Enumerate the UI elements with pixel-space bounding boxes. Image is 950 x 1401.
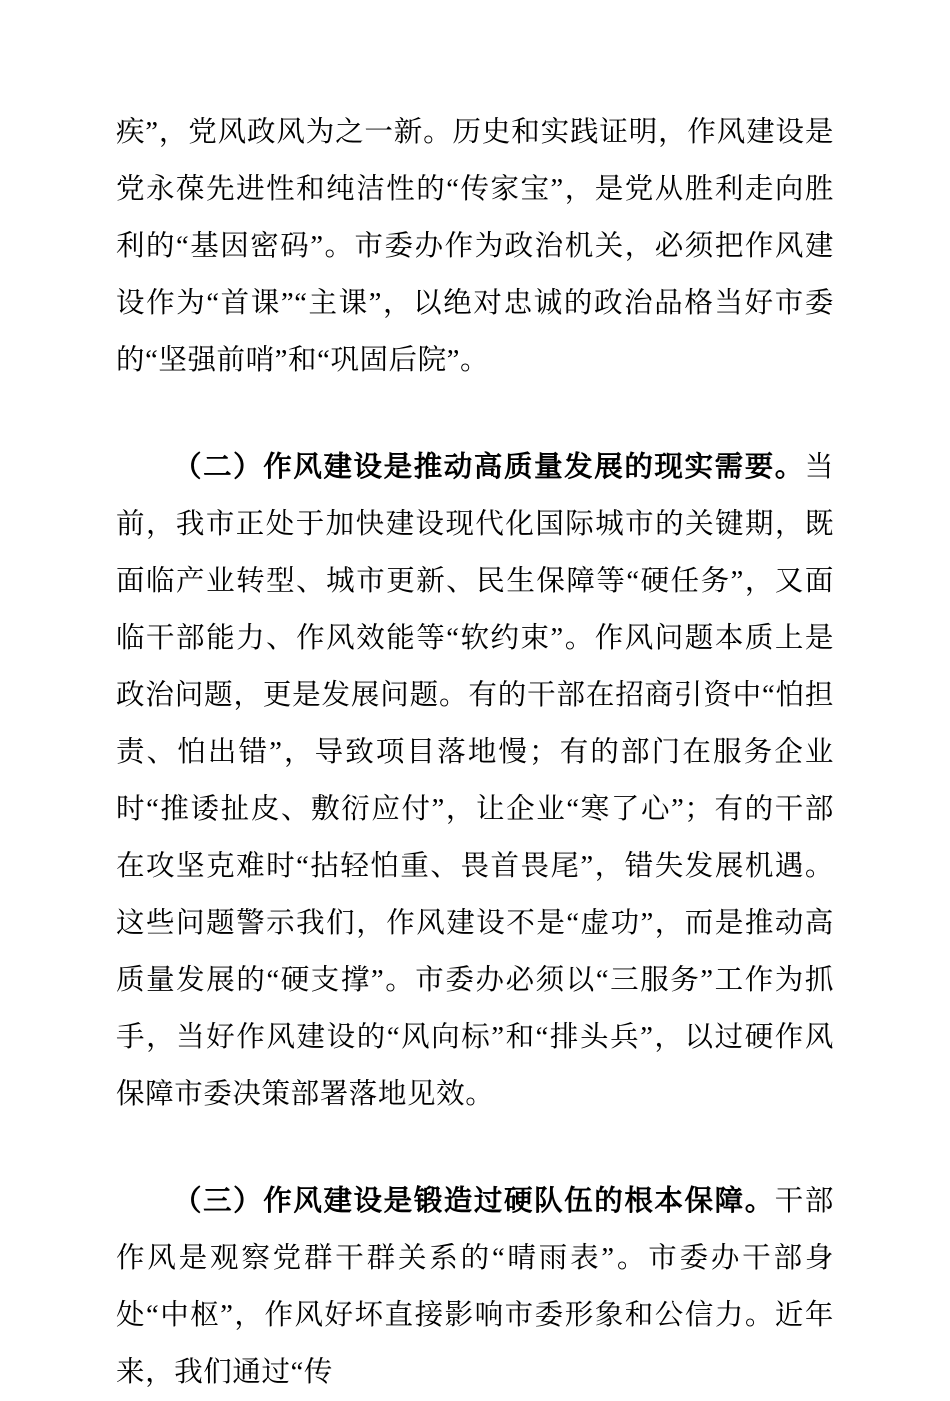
paragraph-section-two bbox=[116, 439, 834, 1123]
paragraph-spacer-2 bbox=[116, 1123, 834, 1173]
paragraph-lead-two: （二）作风建设是推动高质量发展的现实需要。 bbox=[173, 452, 805, 483]
paragraph-lead-three: （三）作风建设是锻造过硬队伍的根本保障。 bbox=[173, 1186, 775, 1217]
document-body bbox=[116, 104, 834, 1401]
paragraph-section-three bbox=[116, 1173, 834, 1401]
paragraph-continued bbox=[116, 104, 834, 389]
paragraph-spacer-1 bbox=[116, 389, 834, 439]
paragraph-text-two: 当前，我市正处于加快建设现代化国际城市的关键期，既面临产业转型、城市更新、民生保障等“硬任务”，又面临干部能力、作风效能等“软约束”。作风问题本质上是政治问题，更是发展问题。有的干部在招商引资中“怕担责、怕出错”，导致项目落地慢；有的部门在服务企业时“推诿扯皮、敷衍应付”，让企业“寒了心”；有的干部在攻坚克难时“拈轻怕重、畏首畏尾”，错失发展机遇。这些问题警示我们，作风建设不是“虚功”，而是推动高质量发展的“硬支撑”。市委办必须以“三服务”工作为抓手，当好作风建设的“风向标”和“排头兵”，以过硬作风保障市委决策部署落地见效。 bbox=[116, 452, 834, 1110]
paragraph-text-three: 干部作风是观察党群干群关系的“晴雨表”。市委办干部身处“中枢”，作风好坏直接影响市委形象和公信力。近年来，我们通过“传 bbox=[116, 1186, 834, 1388]
paragraph-text: 疾”，党风政风为之一新。历史和实践证明，作风建设是党永葆先进性和纯洁性的“传家宝”，是党从胜利走向胜利的“基因密码”。市委办作为政治机关，必须把作风建设作为“首课”“主课”，以绝对忠诚的政治品格当好市委的“坚强前哨”和“巩固后院”。 bbox=[116, 117, 834, 376]
